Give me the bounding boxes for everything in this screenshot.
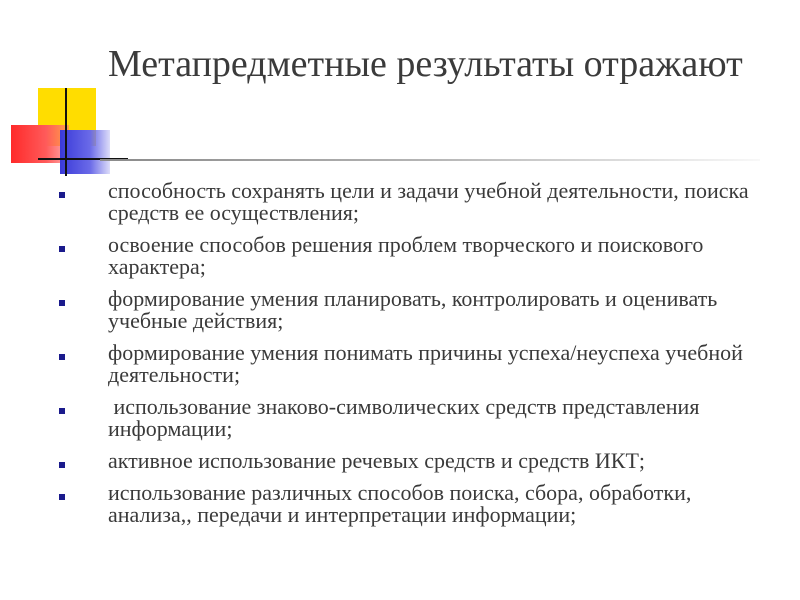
blue-square <box>60 130 110 174</box>
logo-vertical-line <box>65 88 67 176</box>
square-bullet-icon <box>59 494 65 500</box>
bullet-item <box>0 288 800 332</box>
bullet-item <box>0 396 800 440</box>
square-bullet-icon <box>59 246 65 252</box>
bullet-text: формирование умения понимать причины успеха/неуспеха учебной деятельности; <box>108 340 749 387</box>
square-bullet-icon <box>59 462 65 468</box>
square-bullet-icon <box>59 192 65 198</box>
bullet-text: использование знаково-символических средств представления информации; <box>108 394 705 441</box>
bullet-text: активное использование речевых средств и средств ИКТ; <box>108 448 646 473</box>
title-divider <box>100 159 760 161</box>
bullet-item <box>0 342 800 386</box>
bullet-text: освоение способов решения проблем творческого и поискового характера; <box>108 232 709 279</box>
colored-squares-logo-icon <box>0 0 120 175</box>
bullet-text: использование различных способов поиска, сбора, обработки, анализа,, передачи и интерпретации информации; <box>108 480 697 527</box>
square-bullet-icon <box>59 354 65 360</box>
bullet-item <box>0 482 800 526</box>
bullet-item <box>0 234 800 278</box>
bullet-text: способность сохранять цели и задачи учебной деятельности, поиска средств ее осуществления; <box>108 178 755 225</box>
square-bullet-icon <box>59 408 65 414</box>
bullet-text: формирование умения планировать, контролировать и оценивать учебные действия; <box>108 286 723 333</box>
bullet-item <box>0 180 800 224</box>
slide-title: Метапредметные результаты отражают <box>108 43 743 85</box>
bullet-list <box>0 180 800 536</box>
square-bullet-icon <box>59 300 65 306</box>
bullet-item <box>0 450 800 472</box>
